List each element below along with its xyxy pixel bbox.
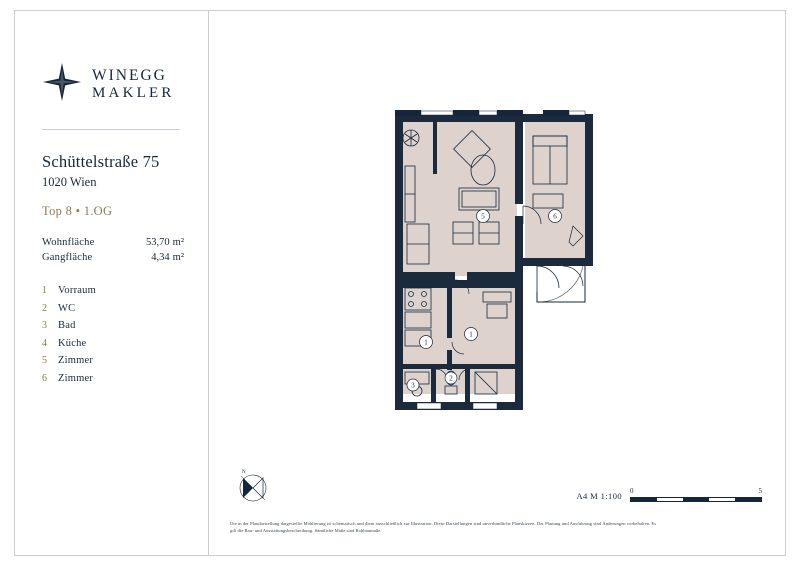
unit-floor-line	[42, 204, 184, 219]
unit-label: Top 8	[42, 204, 73, 218]
scale-indicator	[576, 487, 762, 502]
scale-segment	[657, 498, 683, 501]
brand-line-2: MAKLER	[92, 84, 175, 101]
compass-north-icon	[231, 464, 275, 508]
legend-number: 2	[42, 302, 47, 314]
room-marker-1: 1	[469, 330, 473, 339]
unit-separator: •	[75, 204, 81, 218]
room-marker-3: 3	[411, 381, 415, 390]
area-unit: m²	[172, 252, 184, 263]
scale-max-label: 5	[758, 487, 762, 495]
area-value: 4,34	[151, 252, 170, 263]
legend-number: 5	[42, 355, 47, 366]
plan-panel	[209, 10, 786, 556]
scale-ticks	[630, 487, 762, 495]
legend-label: Zimmer	[58, 372, 94, 384]
room-legend	[42, 285, 184, 384]
address-city: 1020 Wien	[42, 175, 97, 189]
scale-min-label: 0	[630, 487, 634, 495]
legend-label: Zimmer	[58, 355, 94, 366]
disclaimer-line-1: Die in der Plandarstellung dargestellte Möblierung ist schematisch und dient ausschließlich zur Illustration. Diese Darstellungen sind unverbindliche Planskizzen. Der Planung und Ausführung sind Änderungen vorbehalten. Es	[230, 520, 657, 526]
legend-number: 4	[42, 337, 47, 349]
info-sidebar	[14, 10, 208, 556]
legend-label: WC	[58, 302, 76, 314]
floor-label: 1.OG	[83, 204, 113, 218]
address-street: Schüttelstraße 75	[42, 152, 160, 171]
scale-bar-segments	[630, 497, 762, 502]
list-item	[42, 320, 184, 331]
svg-text:N: N	[242, 470, 246, 475]
legend-label: Bad	[58, 320, 76, 331]
area-row	[42, 237, 184, 248]
sidebar-rule	[42, 129, 180, 130]
list-item	[42, 285, 184, 296]
list-item	[42, 373, 184, 384]
disclaimer-text	[225, 520, 770, 534]
area-unit: m²	[172, 237, 184, 248]
area-label: Gangfläche	[42, 252, 93, 263]
legend-number: 1	[42, 285, 47, 296]
scale-segment	[709, 498, 735, 501]
legend-number: 6	[42, 372, 47, 384]
list-item	[42, 303, 184, 314]
list-item	[42, 355, 184, 366]
scale-segment	[735, 498, 761, 501]
legend-label: Vorraum	[58, 285, 96, 296]
area-value: 53,70	[146, 237, 170, 248]
room-marker-5: 5	[481, 212, 485, 221]
area-row	[42, 252, 184, 263]
address-block	[42, 152, 184, 190]
scale-segment	[683, 498, 709, 501]
legend-label: Küche	[58, 337, 87, 349]
area-table	[42, 237, 184, 263]
floorplan-drawing	[387, 106, 617, 431]
room-marker-4: 1	[424, 338, 428, 347]
area-label: Wohnfläche	[42, 237, 95, 248]
disclaimer-line-2: gilt die Bau- und Ausstattungsbeschreibung. Sämtliche Maße sind Rohbaumaße.	[230, 527, 382, 533]
legend-number: 3	[42, 320, 47, 331]
brand-logo	[42, 62, 184, 107]
scale-bar	[630, 487, 762, 502]
four-point-star-icon	[42, 62, 82, 107]
room-marker-2: 2	[449, 374, 453, 383]
list-item	[42, 338, 184, 349]
scale-segment	[631, 498, 657, 501]
brand-line-1: WINEGG	[92, 66, 167, 84]
brand-wordmark	[92, 67, 175, 103]
scale-text: A4 M 1:100	[576, 491, 622, 501]
room-marker-6: 6	[553, 212, 557, 221]
